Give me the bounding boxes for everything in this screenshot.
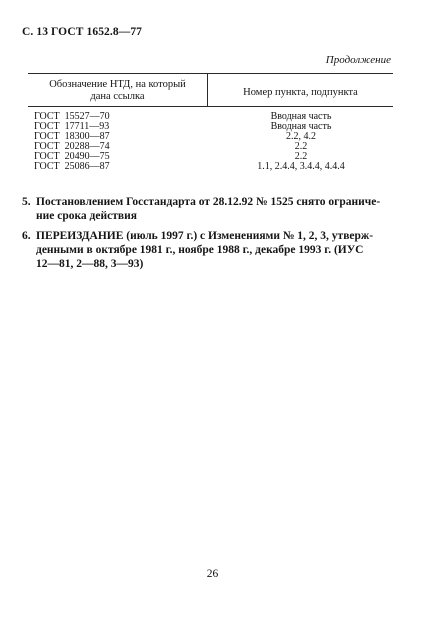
- item-text-line: ПЕРЕИЗДАНИЕ (июль 1997 г.) с Изменениями № 1, 2, 3, утверж-: [36, 230, 374, 242]
- item-text-line: 12—81, 2—88, 3—93): [36, 258, 144, 270]
- item-text: [36, 229, 394, 271]
- item-text-line: ние срока действия: [36, 210, 137, 222]
- item-number: 6.: [22, 230, 31, 242]
- table-row: [28, 162, 393, 172]
- clause-number: Вводная часть: [270, 111, 332, 122]
- referenced-document: ГОСТ 25086—87: [34, 161, 110, 172]
- column-header-clause-line: Номер пункта, подпункта: [243, 87, 358, 98]
- clause-number: 2.2: [294, 141, 308, 152]
- referenced-document: ГОСТ 17711—93: [34, 121, 110, 132]
- clause-number: 2.2, 4.2: [286, 131, 316, 142]
- column-header-document-line: дана ссылка: [90, 91, 145, 102]
- column-header-clause: [208, 87, 393, 99]
- item-text-line: денными в октябре 1981 г., ноябре 1988 г., декабре 1993 г. (ИУС: [36, 244, 364, 256]
- clause-number: Вводная часть: [270, 121, 332, 132]
- item-number: 5.: [22, 196, 31, 208]
- numbered-item-6: [22, 229, 394, 271]
- numbered-item-5: [22, 195, 394, 223]
- referenced-document: ГОСТ 18300—87: [34, 131, 110, 142]
- page-header: С. 13 ГОСТ 1652.8—77: [22, 26, 143, 38]
- table-header-rule: [28, 106, 393, 107]
- item-text-line: Постановлением Госстандарта от 28.12.92 № 1525 снято ограниче-: [36, 196, 381, 208]
- column-header-document: [28, 79, 207, 103]
- referenced-document: ГОСТ 15527—70: [34, 111, 110, 122]
- clause-number: 2.2: [294, 151, 308, 162]
- page-number: 26: [206, 568, 219, 580]
- referenced-document: ГОСТ 20288—74: [34, 141, 110, 152]
- clause-number: 1.1, 2.4.4, 3.4.4, 4.4.4: [257, 161, 345, 172]
- continuation-label: Продолжение: [325, 54, 391, 66]
- referenced-document: ГОСТ 20490—75: [34, 151, 110, 162]
- item-text: [36, 195, 394, 223]
- column-header-document-line: Обозначение НТД, на который: [49, 79, 186, 90]
- table-top-rule: [28, 73, 393, 74]
- table-body: [28, 112, 393, 172]
